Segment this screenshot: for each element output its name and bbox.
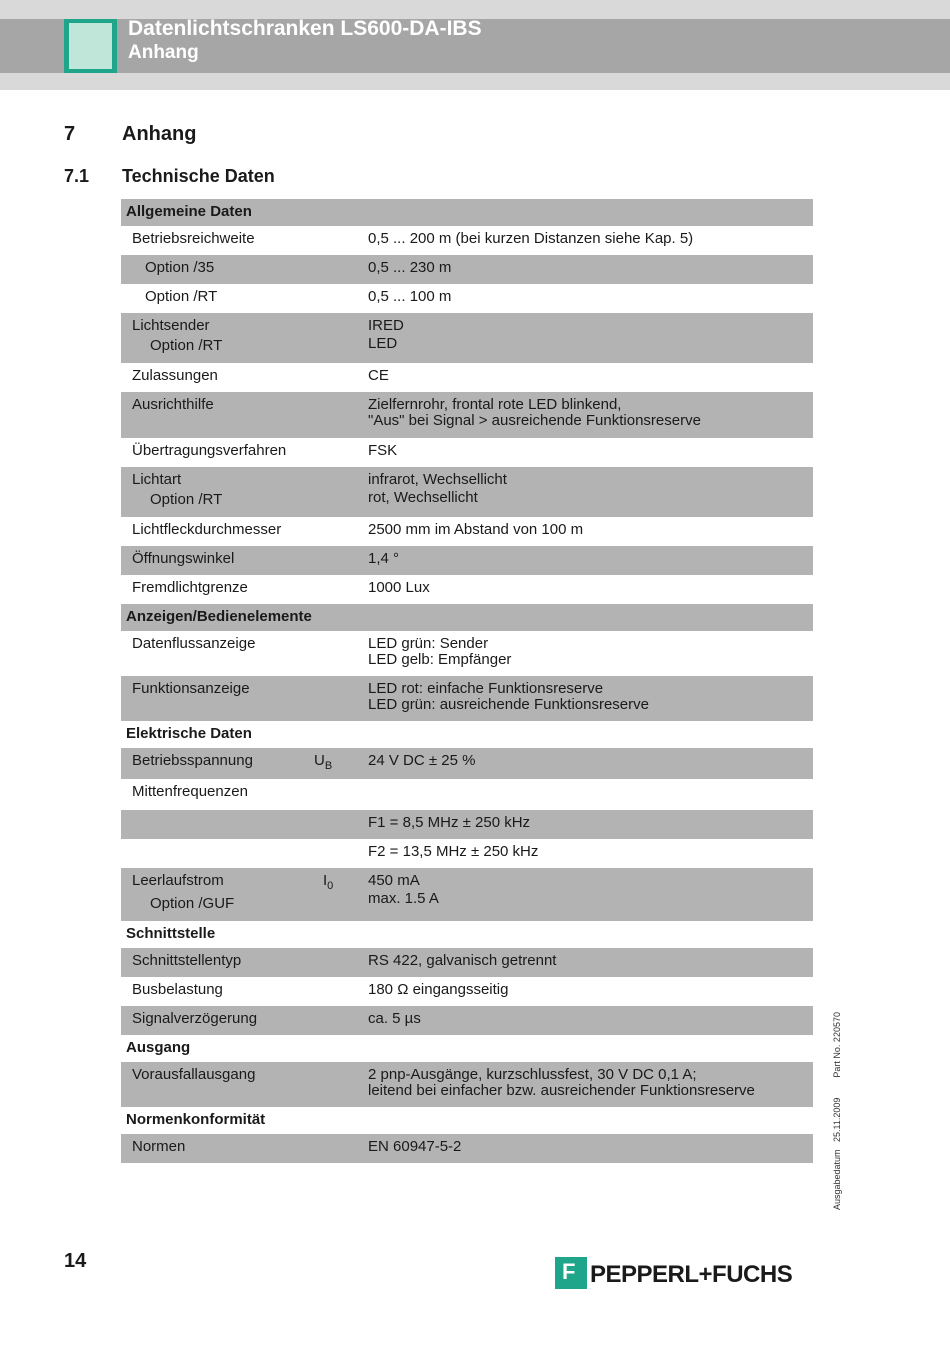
- symbol-text: U: [314, 752, 325, 769]
- page-number: 14: [64, 1250, 87, 1272]
- table-row: [121, 779, 813, 810]
- technical-data-table: [121, 199, 813, 1163]
- symbol-subscript: B: [324, 760, 333, 772]
- table-row: [121, 575, 813, 604]
- row-label: Zulassungen: [132, 367, 218, 384]
- table-row: [121, 977, 813, 1006]
- row-label: Datenflussanzeige: [132, 635, 256, 652]
- section-title: Technische Daten: [122, 166, 275, 186]
- value-line: LED gelb: Empfänger: [368, 651, 512, 668]
- table-row: [121, 748, 813, 779]
- section-label: Anzeigen/Bedienelemente: [126, 608, 312, 625]
- symbol-subscript: 0: [327, 880, 334, 892]
- row-value: 0,5 ... 100 m: [368, 288, 452, 305]
- row-symbol: [323, 873, 333, 894]
- row-sublabel: Option /RT: [150, 491, 223, 508]
- table-row: [121, 1006, 813, 1035]
- row-label: Schnittstellentyp: [132, 952, 242, 969]
- table-row: [121, 363, 813, 392]
- row-value: [368, 681, 649, 713]
- row-value: CE: [368, 367, 389, 384]
- row-label: Öffnungswinkel: [132, 550, 235, 567]
- section-row-electrical: [121, 721, 813, 748]
- chapter-title: Anhang: [122, 123, 197, 145]
- row-label: Normen: [132, 1138, 186, 1155]
- section-row-general: [121, 199, 813, 226]
- value-line: "Aus" bei Signal > ausreichende Funktionsreserve: [368, 412, 701, 429]
- row-label: Übertragungsverfahren: [132, 442, 287, 459]
- value-line: rot, Wechsellicht: [368, 489, 478, 506]
- value-line: max. 1.5 A: [368, 890, 439, 907]
- row-label: Lichtfleckdurchmesser: [132, 521, 282, 538]
- table-row: [121, 631, 813, 676]
- row-value: ca. 5 µs: [368, 1010, 421, 1027]
- row-value: 180 Ω eingangsseitig: [368, 981, 509, 998]
- row-label: Fremdlichtgrenze: [132, 579, 248, 596]
- row-value: FSK: [368, 442, 398, 459]
- row-value: 1000 Lux: [368, 579, 430, 596]
- brand-name: PEPPERL+FUCHS: [590, 1261, 793, 1288]
- section-label: Ausgang: [126, 1039, 191, 1056]
- row-sublabel: Option /RT: [150, 337, 223, 354]
- row-label: Lichtart: [132, 471, 182, 488]
- row-value: 0,5 ... 200 m (bei kurzen Distanzen siehe Kap. 5): [368, 230, 694, 247]
- row-value: 1,4 °: [368, 550, 400, 567]
- row-value: 0,5 ... 230 m: [368, 259, 452, 276]
- section-row-conformity: [121, 1107, 813, 1134]
- value-line: leitend bei einfacher bzw. ausreichender Funktionsreserve: [368, 1082, 755, 1099]
- value-line: LED grün: ausreichende Funktionsreserve: [368, 696, 649, 713]
- row-label: Funktionsanzeige: [132, 680, 250, 697]
- issue-date-part-number: Ausgabedatum 25.11.2009 Part No. 220570: [832, 1012, 842, 1210]
- table-row: [121, 868, 813, 921]
- table-row: [121, 226, 813, 255]
- table-row: [121, 392, 813, 438]
- table-row: [121, 255, 813, 284]
- table-row: [121, 1062, 813, 1107]
- table-row: [121, 810, 813, 839]
- table-row: [121, 438, 813, 467]
- value-line: IRED: [368, 317, 404, 334]
- table-row: [121, 839, 813, 868]
- row-value: [368, 636, 511, 668]
- brand-logo-icon: F: [555, 1257, 587, 1289]
- section-number: 7.1: [64, 166, 90, 186]
- row-value: [368, 1067, 755, 1099]
- row-label: Lichtsender: [132, 317, 210, 334]
- row-sublabel: Option /GUF: [150, 895, 235, 912]
- row-label: Option /RT: [145, 288, 218, 305]
- value-line: LED: [368, 335, 398, 352]
- table-row: [121, 948, 813, 977]
- value-line: 450 mA: [368, 872, 420, 889]
- row-value: RS 422, galvanisch getrennt: [368, 952, 557, 969]
- symbol-text: I: [323, 872, 328, 889]
- row-label: Signalverzögerung: [132, 1010, 258, 1027]
- chapter-number: 7: [64, 123, 76, 145]
- row-label: Mittenfrequenzen: [132, 783, 248, 800]
- table-row: [121, 467, 813, 517]
- row-value: [368, 397, 701, 429]
- document-subtitle: Anhang: [128, 42, 199, 63]
- document-title: Datenlichtschranken LS600-DA-IBS: [128, 17, 482, 40]
- row-value: [368, 472, 507, 506]
- row-label: Vorausfallausgang: [132, 1066, 256, 1083]
- row-label: Leerlaufstrom: [132, 872, 224, 889]
- row-label: Busbelastung: [132, 981, 223, 998]
- value-line: 2 pnp-Ausgänge, kurzschlussfest, 30 V DC 0,1 A;: [368, 1066, 697, 1083]
- row-label: Option /35: [145, 259, 215, 276]
- row-label: Betriebsspannung: [132, 752, 253, 769]
- table-row: [121, 676, 813, 721]
- row-value: [368, 318, 404, 352]
- row-symbol: [314, 753, 332, 774]
- row-value: [368, 873, 439, 907]
- section-row-display: [121, 604, 813, 631]
- table-row: [121, 517, 813, 546]
- section-row-output: [121, 1035, 813, 1062]
- value-line: infrarot, Wechsellicht: [368, 471, 507, 488]
- table-row: [121, 284, 813, 313]
- row-value: F2 = 13,5 MHz ± 250 kHz: [368, 843, 539, 860]
- row-label: Ausrichthilfe: [132, 396, 214, 413]
- section-label: Schnittstelle: [126, 925, 216, 942]
- value-line: Zielfernrohr, frontal rote LED blinkend,: [368, 396, 622, 413]
- header-logo-square: [64, 19, 117, 73]
- row-value: EN 60947-5-2: [368, 1138, 462, 1155]
- table-row: [121, 546, 813, 575]
- row-value: F1 = 8,5 MHz ± 250 kHz: [368, 814, 531, 831]
- value-line: LED grün: Sender: [368, 635, 489, 652]
- value-line: LED rot: einfache Funktionsreserve: [368, 680, 604, 697]
- section-label: Elektrische Daten: [126, 725, 252, 742]
- section-label: Normenkonformität: [126, 1111, 266, 1128]
- row-value: 24 V DC ± 25 %: [368, 752, 476, 769]
- section-row-interface: [121, 921, 813, 948]
- section-label: Allgemeine Daten: [126, 203, 252, 220]
- table-row: [121, 1134, 813, 1163]
- header-logo-inner: [69, 23, 112, 69]
- row-label: Betriebsreichweite: [132, 230, 255, 247]
- row-value: 2500 mm im Abstand von 100 m: [368, 521, 584, 538]
- table-row: [121, 313, 813, 363]
